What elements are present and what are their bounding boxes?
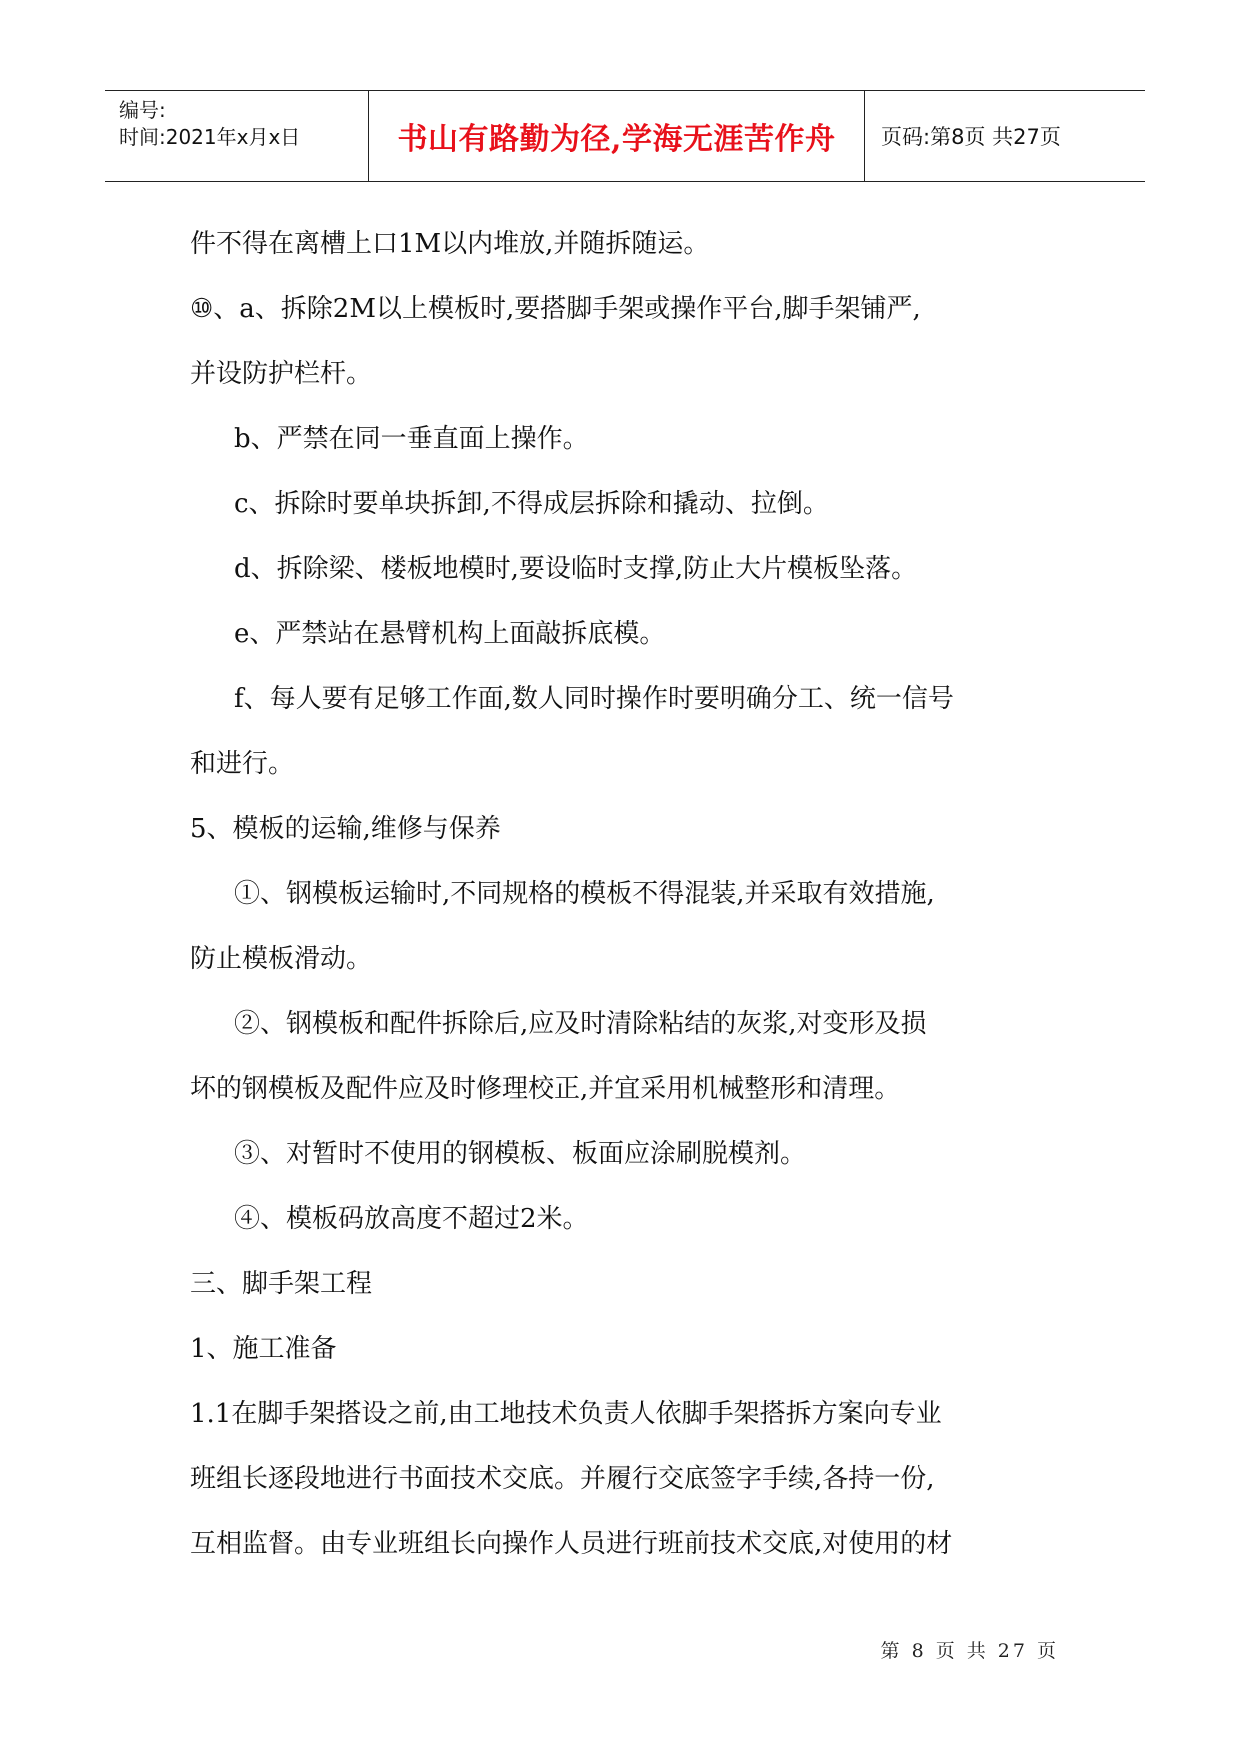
header-motto: 书山有路勤为径,学海无涯苦作舟 <box>397 122 836 157</box>
section-heading: 三、脚手架工程 <box>190 1269 373 1299</box>
paragraph-line: 并设防护栏杆。 <box>190 359 373 389</box>
paragraph-line: ①、钢模板运输时,不同规格的模板不得混装,并采取有效措施, <box>234 879 935 909</box>
paragraph-line: e、严禁站在悬臂机构上面敲拆底模。 <box>234 619 666 649</box>
paragraph-line: 坏的钢模板及配件应及时修理校正,并宜采用机械整形和清理。 <box>190 1074 901 1104</box>
header-page-cell <box>865 91 1145 181</box>
header-meta-cell <box>105 91 369 181</box>
paragraph-line: 1.1在脚手架搭设之前,由工地技术负责人依脚手架搭拆方案向专业 <box>190 1399 942 1429</box>
time-label: 时间:2021年x月x日 <box>119 125 301 149</box>
paragraph-line: 班组长逐段地进行书面技术交底。并履行交底签字手续,各持一份, <box>190 1464 935 1494</box>
paragraph-line: 件不得在离槽上口1M以内堆放,并随拆随运。 <box>190 229 710 259</box>
paragraph-line: 防止模板滑动。 <box>190 944 373 974</box>
page-header <box>105 90 1145 182</box>
header-page-info: 页码:第8页 共27页 <box>881 125 1061 149</box>
paragraph-line: ②、钢模板和配件拆除后,应及时清除粘结的灰浆,对变形及损 <box>234 1009 927 1039</box>
paragraph-line: c、拆除时要单块拆卸,不得成层拆除和撬动、拉倒。 <box>234 489 829 519</box>
paragraph-line: ⑩、a、拆除2M以上模板时,要搭脚手架或操作平台,脚手架铺严, <box>190 294 921 324</box>
paragraph-line: ③、对暂时不使用的钢模板、板面应涂刷脱模剂。 <box>234 1139 807 1169</box>
paragraph-line: 互相监督。由专业班组长向操作人员进行班前技术交底,对使用的材 <box>190 1529 953 1559</box>
document-body <box>190 212 1070 1577</box>
paragraph-line: 和进行。 <box>190 749 295 779</box>
section-heading: 5、模板的运输,维修与保养 <box>190 814 501 844</box>
paragraph-line: d、拆除梁、楼板地模时,要设临时支撑,防止大片模板坠落。 <box>234 554 918 584</box>
section-heading: 1、施工准备 <box>190 1334 337 1364</box>
serial-number-label: 编号: <box>119 98 166 122</box>
paragraph-line: ④、模板码放高度不超过2米。 <box>234 1204 589 1234</box>
paragraph-line: b、严禁在同一垂直面上操作。 <box>234 424 589 454</box>
page-footer: 第 8 页 共 27 页 <box>880 1640 1059 1662</box>
header-motto-cell <box>369 91 865 181</box>
paragraph-line: f、每人要有足够工作面,数人同时操作时要明确分工、统一信号 <box>234 684 954 714</box>
